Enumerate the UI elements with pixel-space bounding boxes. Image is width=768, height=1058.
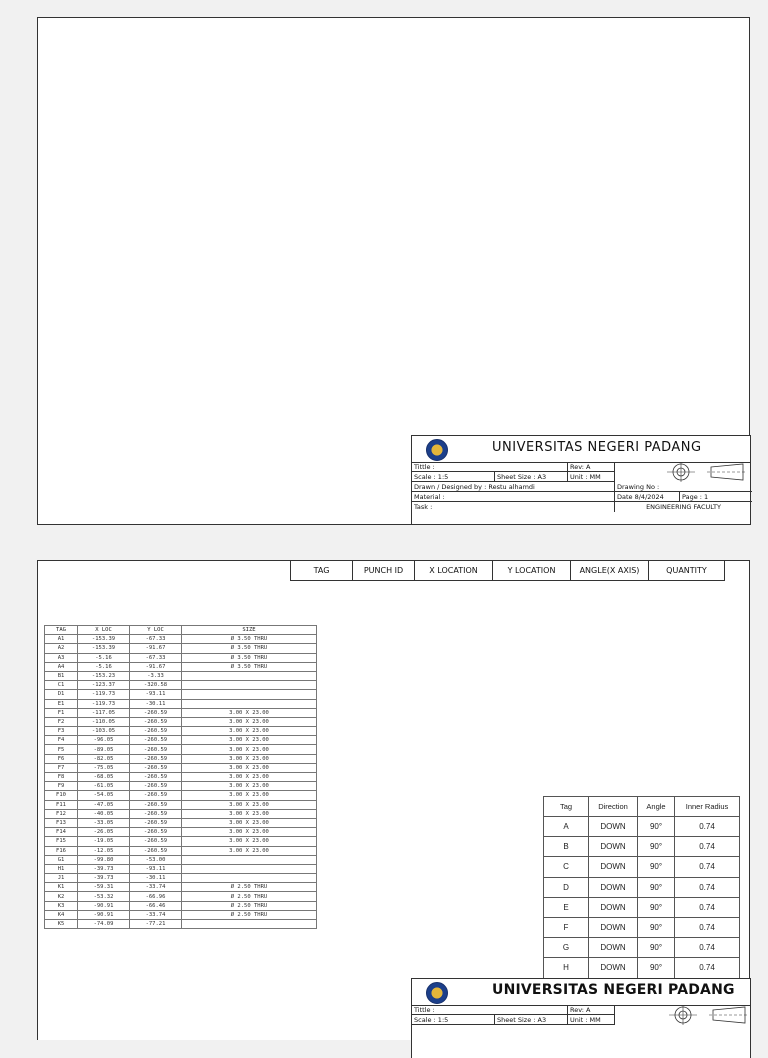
bend-col-angle: Angle — [638, 797, 675, 817]
bend-inner-radius: 0.74 — [675, 897, 740, 917]
hole-tag: F10 — [45, 791, 78, 800]
hole-size: 3.00 X 23.00 — [182, 736, 317, 745]
hole-x-loc: -54.05 — [78, 791, 130, 800]
bend-direction: DOWN — [589, 917, 638, 937]
table-row — [45, 800, 317, 809]
hole-y-loc: -260.59 — [130, 736, 182, 745]
hole-y-loc: -67.33 — [130, 653, 182, 662]
hole-size: 3.00 X 23.00 — [182, 782, 317, 791]
table-row — [544, 877, 740, 897]
hole-y-loc: -260.59 — [130, 828, 182, 837]
hole-x-loc: -26.05 — [78, 828, 130, 837]
hole-y-loc: -93.11 — [130, 690, 182, 699]
bend-col-inner-radius: Inner Radius — [675, 797, 740, 817]
hole-y-loc: -260.59 — [130, 846, 182, 855]
hole-tag: F4 — [45, 736, 78, 745]
hole-y-loc: -260.59 — [130, 745, 182, 754]
bend-angle: 90° — [638, 877, 675, 897]
hole-x-loc: -103.05 — [78, 727, 130, 736]
bend-angle: 90° — [638, 817, 675, 837]
hole-tag: F9 — [45, 782, 78, 791]
hole-y-loc: -260.59 — [130, 837, 182, 846]
hole-size: 3.00 X 23.00 — [182, 745, 317, 754]
hole-tag: A3 — [45, 653, 78, 662]
sheet-size-label: Sheet Size : A3 — [494, 1015, 567, 1025]
punch-col-angle: ANGLE(X AXIS) — [570, 561, 649, 581]
hole-table-header — [45, 626, 317, 635]
hole-y-loc: -260.59 — [130, 782, 182, 791]
hole-tag: F16 — [45, 846, 78, 855]
hole-col-size: SIZE — [182, 626, 317, 635]
hole-size: Ø 2.50 THRU — [182, 883, 317, 892]
hole-size: Ø 3.50 THRU — [182, 653, 317, 662]
hole-tag: F6 — [45, 754, 78, 763]
title-block-header — [412, 436, 750, 463]
hole-size — [182, 681, 317, 690]
table-row — [45, 690, 317, 699]
bend-inner-radius: 0.74 — [675, 857, 740, 877]
bend-direction: DOWN — [589, 877, 638, 897]
hole-x-loc: -5.16 — [78, 653, 130, 662]
hole-y-loc: -77.21 — [130, 920, 182, 929]
faculty-label: ENGINEERING FACULTY — [614, 502, 752, 512]
table-row — [45, 920, 317, 929]
hole-x-loc: -75.05 — [78, 763, 130, 772]
hole-size: Ø 2.50 THRU — [182, 892, 317, 901]
hole-size: 3.00 X 23.00 — [182, 717, 317, 726]
table-row — [45, 818, 317, 827]
hole-y-loc: -91.67 — [130, 662, 182, 671]
table-row — [45, 901, 317, 910]
hole-x-loc: -117.05 — [78, 708, 130, 717]
table-row — [45, 874, 317, 883]
hole-size: 3.00 X 23.00 — [182, 837, 317, 846]
bend-angle: 90° — [638, 938, 675, 958]
bend-direction: DOWN — [589, 938, 638, 958]
hole-x-loc: -19.05 — [78, 837, 130, 846]
hole-size: 3.00 X 23.00 — [182, 800, 317, 809]
university-logo-icon — [426, 982, 448, 1004]
bend-direction: DOWN — [589, 817, 638, 837]
title-row — [412, 462, 614, 472]
bend-angle: 90° — [638, 917, 675, 937]
hole-size — [182, 874, 317, 883]
bend-inner-radius: 0.74 — [675, 817, 740, 837]
hole-tag: K1 — [45, 883, 78, 892]
hole-size: 3.00 X 23.00 — [182, 727, 317, 736]
table-row — [45, 717, 317, 726]
hole-tag: A4 — [45, 662, 78, 671]
hole-y-loc: -260.59 — [130, 763, 182, 772]
table-row — [45, 699, 317, 708]
punch-col-quantity: QUANTITY — [648, 561, 725, 581]
hole-size — [182, 855, 317, 864]
hole-tag: F13 — [45, 818, 78, 827]
table-row — [544, 837, 740, 857]
hole-x-loc: -89.05 — [78, 745, 130, 754]
title-row — [412, 1005, 614, 1015]
hole-size: 3.00 X 23.00 — [182, 773, 317, 782]
table-row — [45, 892, 317, 901]
punch-col-x-location: X LOCATION — [414, 561, 493, 581]
hole-x-loc: -53.32 — [78, 892, 130, 901]
hole-tag: J1 — [45, 874, 78, 883]
hole-tag: F8 — [45, 773, 78, 782]
hole-size: 3.00 X 23.00 — [182, 818, 317, 827]
hole-tag: F15 — [45, 837, 78, 846]
hole-y-loc: -33.74 — [130, 883, 182, 892]
rev-label: Rev: A — [567, 1005, 614, 1015]
table-row — [45, 809, 317, 818]
hole-tag: K4 — [45, 910, 78, 919]
hole-size: Ø 3.50 THRU — [182, 662, 317, 671]
hole-table — [44, 625, 317, 929]
hole-col-y-loc: Y LOC — [130, 626, 182, 635]
hole-tag: B1 — [45, 671, 78, 680]
bend-tag: B — [544, 837, 589, 857]
hole-tag: C1 — [45, 681, 78, 690]
drawing-sheet-2 — [37, 560, 750, 1040]
drawing-sheet-1 — [37, 17, 750, 525]
bend-inner-radius: 0.74 — [675, 958, 740, 978]
task-label: Task : — [414, 503, 433, 511]
table-row — [544, 917, 740, 937]
hole-tag: H1 — [45, 864, 78, 873]
projection-symbol-icon — [615, 1005, 752, 1025]
hole-x-loc: -82.05 — [78, 754, 130, 763]
table-row — [45, 644, 317, 653]
bend-direction: DOWN — [589, 837, 638, 857]
hole-x-loc: -99.80 — [78, 855, 130, 864]
hole-size: 3.00 X 23.00 — [182, 763, 317, 772]
hole-y-loc: -260.59 — [130, 708, 182, 717]
hole-tag: F11 — [45, 800, 78, 809]
bend-tag: E — [544, 897, 589, 917]
material-row — [412, 492, 752, 502]
table-row — [45, 635, 317, 644]
hole-size — [182, 699, 317, 708]
sheet-size-label: Sheet Size : A3 — [494, 472, 567, 482]
hole-size — [182, 671, 317, 680]
hole-y-loc: -67.33 — [130, 635, 182, 644]
hole-x-loc: -96.05 — [78, 736, 130, 745]
bend-tag: A — [544, 817, 589, 837]
scale-row — [412, 472, 614, 482]
table-row — [45, 745, 317, 754]
punch-col-y-location: Y LOCATION — [492, 561, 571, 581]
bend-direction: DOWN — [589, 897, 638, 917]
university-logo-icon — [426, 439, 448, 461]
hole-y-loc: -260.59 — [130, 773, 182, 782]
table-row — [45, 708, 317, 717]
hole-x-loc: -153.23 — [78, 671, 130, 680]
title-label: Tittle : — [414, 463, 435, 471]
bend-inner-radius: 0.74 — [675, 938, 740, 958]
hole-y-loc: -30.11 — [130, 699, 182, 708]
bend-angle: 90° — [638, 958, 675, 978]
title-label: Tittle : — [414, 1006, 435, 1014]
task-row — [412, 502, 752, 512]
hole-x-loc: -119.73 — [78, 690, 130, 699]
hole-size: 3.00 X 23.00 — [182, 791, 317, 800]
hole-x-loc: -5.16 — [78, 662, 130, 671]
title-block-1 — [411, 435, 751, 525]
table-row — [45, 681, 317, 690]
hole-y-loc: -93.11 — [130, 864, 182, 873]
table-row — [45, 910, 317, 919]
hole-x-loc: -33.05 — [78, 818, 130, 827]
table-row — [45, 864, 317, 873]
hole-y-loc: -66.96 — [130, 892, 182, 901]
scale-label: Scale : 1:5 — [414, 1016, 449, 1024]
hole-y-loc: -66.46 — [130, 901, 182, 910]
rev-label: Rev: A — [567, 462, 614, 472]
hole-y-loc: -260.59 — [130, 727, 182, 736]
hole-x-loc: -47.05 — [78, 800, 130, 809]
hole-size: 3.00 X 23.00 — [182, 708, 317, 717]
table-row — [544, 817, 740, 837]
table-row — [45, 855, 317, 864]
table-row — [45, 782, 317, 791]
hole-size — [182, 864, 317, 873]
bend-angle: 90° — [638, 897, 675, 917]
university-name: UNIVERSITAS NEGERI PADANG — [492, 982, 735, 998]
hole-y-loc: -33.74 — [130, 910, 182, 919]
hole-y-loc: -260.59 — [130, 818, 182, 827]
hole-tag: K5 — [45, 920, 78, 929]
hole-tag: K2 — [45, 892, 78, 901]
table-row — [45, 736, 317, 745]
hole-size: 3.00 X 23.00 — [182, 809, 317, 818]
hole-x-loc: -68.05 — [78, 773, 130, 782]
hole-x-loc: -110.05 — [78, 717, 130, 726]
unit-label: Unit : MM — [567, 472, 614, 482]
projection-symbol-icon — [613, 462, 750, 482]
bend-table-header — [544, 797, 740, 817]
hole-y-loc: -320.58 — [130, 681, 182, 690]
hole-tag: F7 — [45, 763, 78, 772]
hole-size: Ø 2.50 THRU — [182, 901, 317, 910]
hole-y-loc: -53.00 — [130, 855, 182, 864]
table-row — [45, 653, 317, 662]
table-row — [45, 727, 317, 736]
bend-inner-radius: 0.74 — [675, 837, 740, 857]
hole-tag: F5 — [45, 745, 78, 754]
title-block-2 — [411, 978, 751, 1058]
hole-tag: F12 — [45, 809, 78, 818]
bend-inner-radius: 0.74 — [675, 917, 740, 937]
hole-size: 3.00 X 23.00 — [182, 828, 317, 837]
bend-tag: C — [544, 857, 589, 877]
table-row — [45, 662, 317, 671]
page-label: Page : 1 — [679, 492, 752, 502]
hole-y-loc: -260.59 — [130, 717, 182, 726]
bend-angle: 90° — [638, 837, 675, 857]
hole-x-loc: -12.05 — [78, 846, 130, 855]
hole-tag: K3 — [45, 901, 78, 910]
bend-col-direction: Direction — [589, 797, 638, 817]
hole-x-loc: -61.05 — [78, 782, 130, 791]
hole-y-loc: -260.59 — [130, 754, 182, 763]
hole-x-loc: -90.91 — [78, 910, 130, 919]
hole-tag: A2 — [45, 644, 78, 653]
table-row — [45, 791, 317, 800]
hole-y-loc: -3.33 — [130, 671, 182, 680]
hole-x-loc: -59.31 — [78, 883, 130, 892]
hole-x-loc: -153.39 — [78, 635, 130, 644]
punch-col-punch-id: PUNCH ID — [352, 561, 415, 581]
bend-direction: DOWN — [589, 857, 638, 877]
bend-tag: D — [544, 877, 589, 897]
hole-y-loc: -260.59 — [130, 800, 182, 809]
hole-y-loc: -30.11 — [130, 874, 182, 883]
unit-label: Unit : MM — [567, 1015, 614, 1025]
hole-tag: E1 — [45, 699, 78, 708]
hole-x-loc: -153.39 — [78, 644, 130, 653]
bend-angle: 90° — [638, 857, 675, 877]
table-row — [45, 671, 317, 680]
hole-table-body — [45, 635, 317, 929]
hole-x-loc: -40.05 — [78, 809, 130, 818]
table-row — [544, 857, 740, 877]
bend-inner-radius: 0.74 — [675, 877, 740, 897]
hole-tag: D1 — [45, 690, 78, 699]
scale-label: Scale : 1:5 — [414, 473, 449, 481]
bend-col-tag: Tag — [544, 797, 589, 817]
hole-x-loc: -39.73 — [78, 864, 130, 873]
date-label: Date 8/4/2024 — [614, 492, 679, 502]
hole-y-loc: -260.59 — [130, 791, 182, 800]
bend-tag: G — [544, 938, 589, 958]
hole-x-loc: -123.37 — [78, 681, 130, 690]
hole-size: Ø 3.50 THRU — [182, 635, 317, 644]
hole-size: 3.00 X 23.00 — [182, 754, 317, 763]
table-row — [544, 958, 740, 978]
bend-tag: F — [544, 917, 589, 937]
hole-col-x-loc: X LOC — [78, 626, 130, 635]
hole-tag: F3 — [45, 727, 78, 736]
material-label: Material : — [414, 493, 445, 501]
hole-tag: F1 — [45, 708, 78, 717]
university-name: UNIVERSITAS NEGERI PADANG — [492, 440, 702, 455]
drawn-by-label: Drawn / Designed by : Restu alhamdi — [414, 483, 535, 491]
table-row — [45, 754, 317, 763]
hole-tag: A1 — [45, 635, 78, 644]
table-row — [45, 763, 317, 772]
table-row — [45, 846, 317, 855]
table-row — [544, 897, 740, 917]
hole-size: Ø 2.50 THRU — [182, 910, 317, 919]
bend-direction: DOWN — [589, 958, 638, 978]
hole-tag: F14 — [45, 828, 78, 837]
punch-col-tag: TAG — [290, 561, 353, 581]
hole-col-tag: TAG — [45, 626, 78, 635]
hole-x-loc: -39.73 — [78, 874, 130, 883]
bend-tag: H — [544, 958, 589, 978]
hole-size: Ø 3.50 THRU — [182, 644, 317, 653]
hole-x-loc: -74.09 — [78, 920, 130, 929]
hole-size — [182, 690, 317, 699]
table-row — [45, 773, 317, 782]
hole-y-loc: -91.67 — [130, 644, 182, 653]
hole-size: 3.00 X 23.00 — [182, 846, 317, 855]
table-row — [45, 828, 317, 837]
table-row — [544, 938, 740, 958]
drawing-no-label: Drawing No : — [614, 482, 752, 492]
table-row — [45, 883, 317, 892]
hole-tag: F2 — [45, 717, 78, 726]
hole-y-loc: -260.59 — [130, 809, 182, 818]
hole-x-loc: -119.73 — [78, 699, 130, 708]
hole-x-loc: -90.91 — [78, 901, 130, 910]
bend-table — [543, 796, 740, 979]
title-block-header — [412, 979, 750, 1006]
drawn-row — [412, 482, 752, 492]
hole-tag: G1 — [45, 855, 78, 864]
bend-table-body — [544, 817, 740, 979]
hole-size — [182, 920, 317, 929]
table-row — [45, 837, 317, 846]
